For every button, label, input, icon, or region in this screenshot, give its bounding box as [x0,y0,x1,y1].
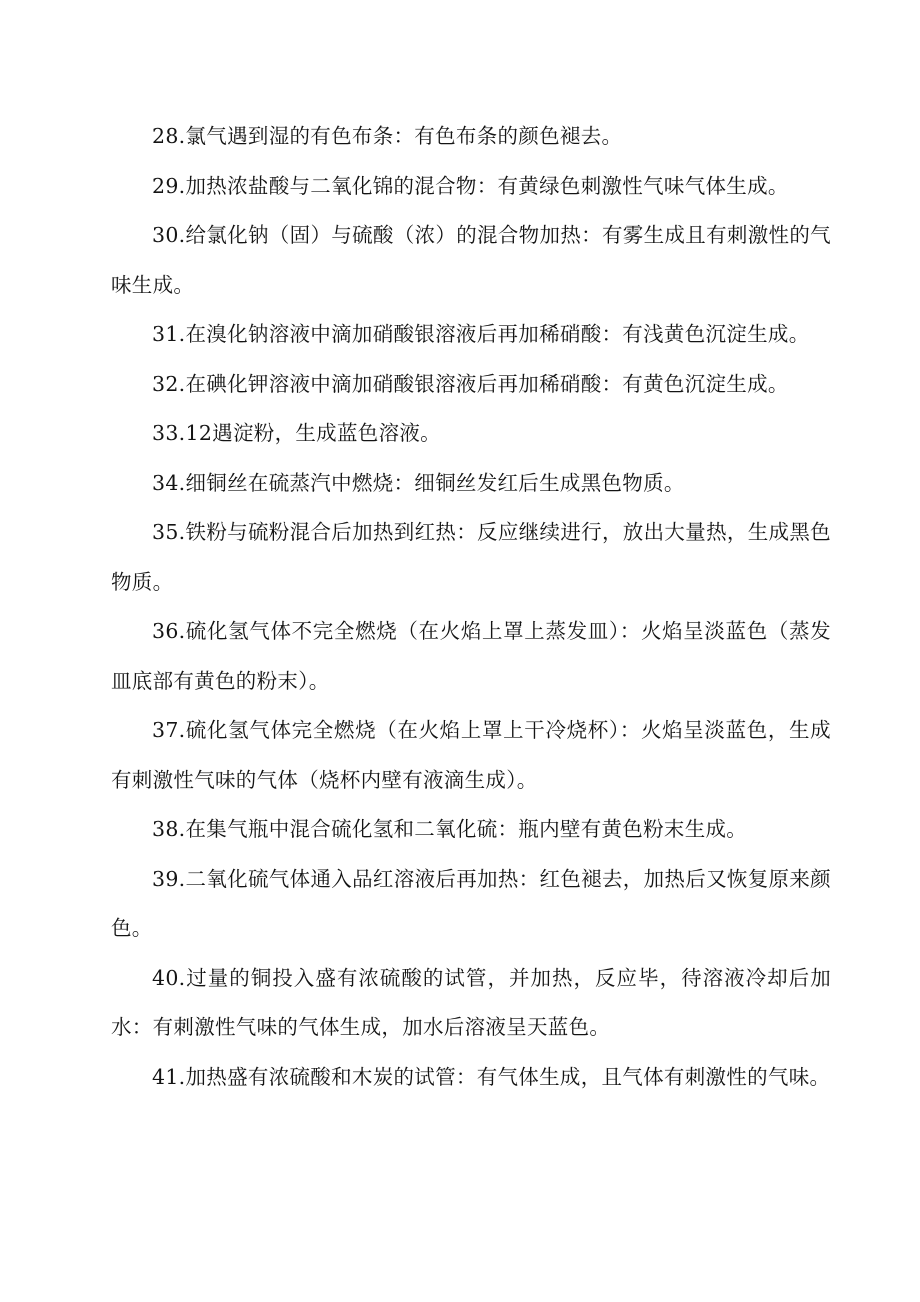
list-item-32: 32.在碘化钾溶液中滴加硝酸银溶液后再加稀硝酸：有黄色沉淀生成。 [152,371,789,396]
list-item-36: 36.硫化氢气体不完全燃烧（在火焰上罩上蒸发皿）：火焰呈淡蓝色（蒸发皿底部有黄色的粉末）。 [111,619,831,693]
list-item-30: 30.给氯化钠（固）与硫酸（浓）的混合物加热：有雾生成且有刺激性的气味生成。 [111,223,831,297]
list-item-41: 41.加热盛有浓硫酸和木炭的试管：有气体生成，且气体有刺激性的气味。 [152,1064,831,1089]
list-item-31: 31.在溴化钠溶液中滴加硝酸银溶液后再加稀硝酸：有浅黄色沉淀生成。 [152,322,810,346]
list-item-34: 34.细铜丝在硫蒸汽中燃烧：细铜丝发红后生成黑色物质。 [152,470,685,495]
list-item-37: 37.硫化氢气体完全燃烧（在火焰上罩上干冷烧杯）：火焰呈淡蓝色，生成有刺激性气味的气体（烧杯内壁有液滴生成）。 [111,718,831,792]
list-item-38: 38.在集气瓶中混合硫化氢和二氧化硫：瓶内壁有黄色粉末生成。 [152,817,748,841]
list-item-29: 29.加热浓盐酸与二氧化锦的混合物：有黄绿色刺激性气味气体生成。 [152,173,789,198]
list-item-33: 33.12遇淀粉，生成蓝色溶液。 [152,421,441,445]
list-item-28: 28.氯气遇到湿的有色布条：有色布条的颜色褪去。 [152,124,623,148]
list-item-35: 35.铁粉与硫粉混合后加热到红热：反应继续进行，放出大量热，生成黑色物质。 [111,520,831,594]
document-body [111,112,831,1102]
list-item-39: 39.二氧化硫气体通入品红溶液后再加热：红色褪去，加热后又恢复原来颜色。 [111,866,831,940]
list-item-40: 40.过量的铜投入盛有浓硫酸的试管，并加热，反应毕，待溶液冷却后加水：有刺激性气味的气体生成，加水后溶液呈天蓝色。 [111,965,831,1039]
